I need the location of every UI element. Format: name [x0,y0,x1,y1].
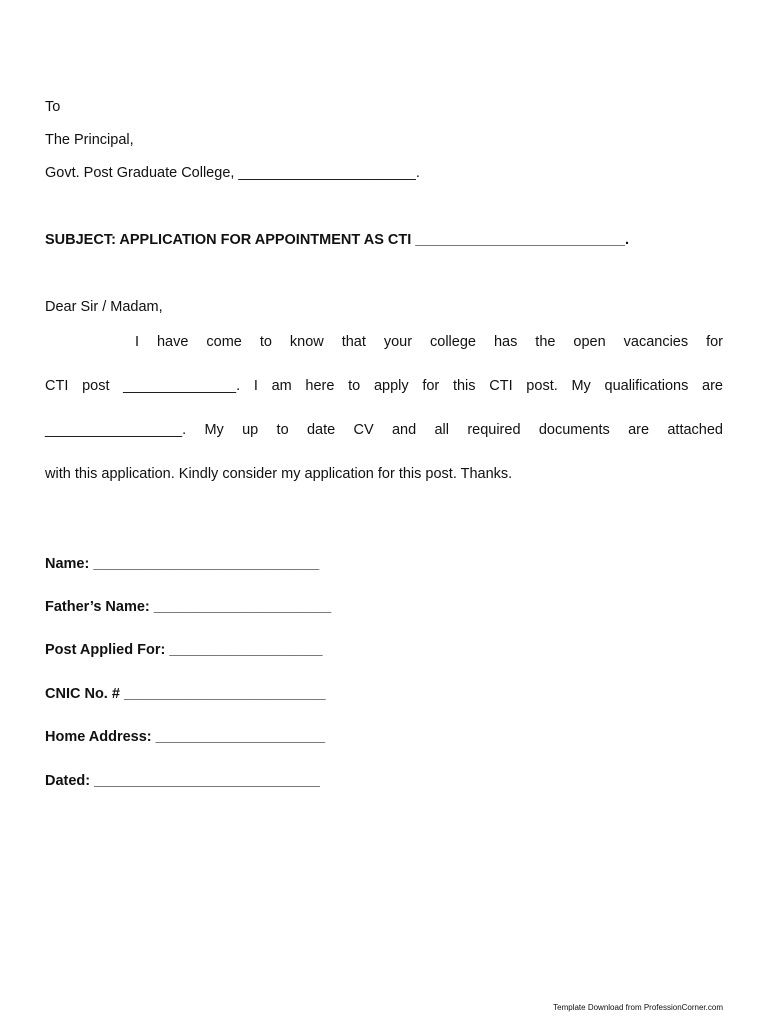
body-line-2: CTI post ______________. I am here to apply for this CTI post. My qualifications are [45,378,723,394]
field-home-address: Home Address: _____________________ [45,729,326,745]
body-line-3: _________________. My up to date CV and all required documents are attached [45,422,723,438]
field-name: Name: ____________________________ [45,556,320,572]
body-line-1: I have come to know that your college has the open vacancies for [135,334,723,350]
body-line-4: with this application. Kindly consider my application for this post. Thanks. [45,466,513,482]
to-line: To [45,99,61,115]
footer-credit: Template Download from ProfessionCorner.com [553,1003,723,1012]
field-cnic-no: CNIC No. # _________________________ [45,686,326,702]
institution-line: Govt. Post Graduate College, ______________________. [45,165,420,181]
field-post-applied-for: Post Applied For: ___________________ [45,642,323,658]
salutation-line: Dear Sir / Madam, [45,299,163,315]
field-fathers-name: Father’s Name: ______________________ [45,599,332,615]
field-dated: Dated: ____________________________ [45,773,320,789]
subject-line: SUBJECT: APPLICATION FOR APPOINTMENT AS CTI __________________________. [45,232,629,248]
recipient-line: The Principal, [45,132,134,148]
